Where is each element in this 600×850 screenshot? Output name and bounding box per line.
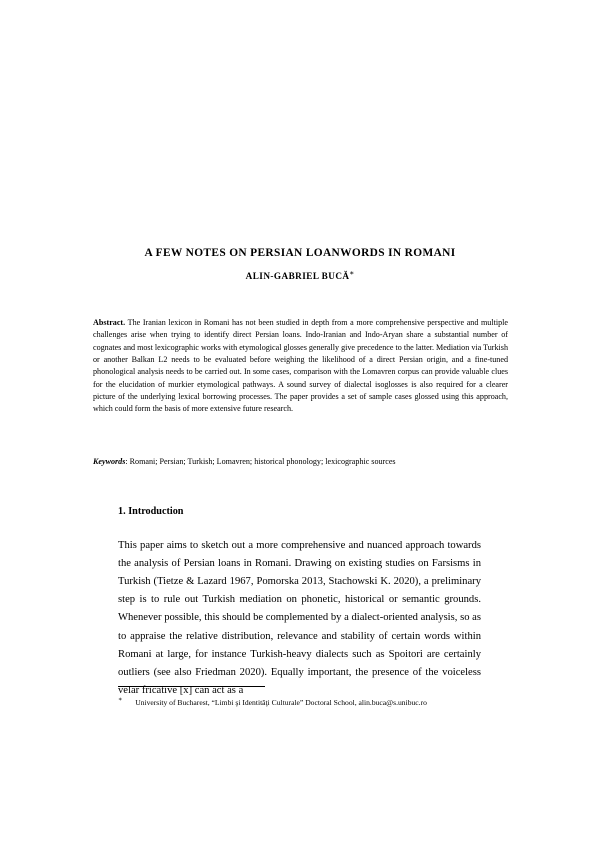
introduction-paragraph: This paper aims to sketch out a more comprehensive and nuanced approach towards the analysis of Persian loans in Romani. Drawing on existing studies on Farsisms in Turkish (Tietze & Lazard 1967, Pomorska 2013, Stachowski K. 2020), a preliminary step is to rule out Turkish mediation on phonetic, historical or semantic grounds. Whenever possible, this should be complemented by a dialect-oriented analysis, so as to appraise the relative distribution, relevance and stability of certain words within Romani at large, for instance Turkish-heavy dialects such as Spoitori are certainly outliers (see also Friedman 2020). Equally important, the presence of the voiceless velar fricative [x] can act as a	[118, 539, 481, 697]
keywords-label: Keywords	[93, 457, 126, 466]
abstract-section	[93, 317, 508, 416]
section-heading-introduction: 1. Introduction	[118, 506, 184, 518]
footnote-text: University of Bucharest, “Limbi şi Identităţi Culturale” Doctoral School, alin.buca@s.unibuc.ro	[135, 697, 427, 707]
footnote-affiliation	[118, 694, 508, 708]
page-title: A FEW NOTES ON PERSIAN LOANWORDS IN ROMANI	[144, 246, 456, 259]
abstract-label: Abstract.	[93, 318, 126, 327]
author-name: ALIN-GABRIEL BUCĂ	[245, 271, 350, 282]
footnote-separator-rule	[118, 686, 265, 687]
keywords-section	[93, 456, 508, 468]
abstract-text: The Iranian lexicon in Romani has not been studied in depth from a more comprehensive perspective and multiple challenges arise when trying to identify direct Persian loans. Indo-Iranian and Indo-Aryan share a substantial number of cognates and most lexicographic works with etymological glosses generally give precedence to the latter. Mediation via Turkish or another Balkan L2 needs to be evaluated before weighing the likelihood of a direct Persian origin, and a fine-tuned phonological analysis needs to be carried out. In some cases, comparison with the Lomavren corpus can provide valuable clues for the elucidation of murkier etymological pathways. A sound survey of dialectal isoglosses is also required for a clearer picture of the underlying lexical borrowing processes. The paper provides a set of sample cases glossed using this approach, which could form the basis of more extensive future research.	[93, 318, 508, 414]
author-line	[60, 267, 540, 282]
footnote-marker: ∗	[118, 696, 123, 703]
keywords-text: : Romani; Persian; Turkish; Lomavren; historical phonology; lexicographic sources	[125, 457, 396, 466]
author-footnote-marker: ∗	[349, 269, 355, 277]
